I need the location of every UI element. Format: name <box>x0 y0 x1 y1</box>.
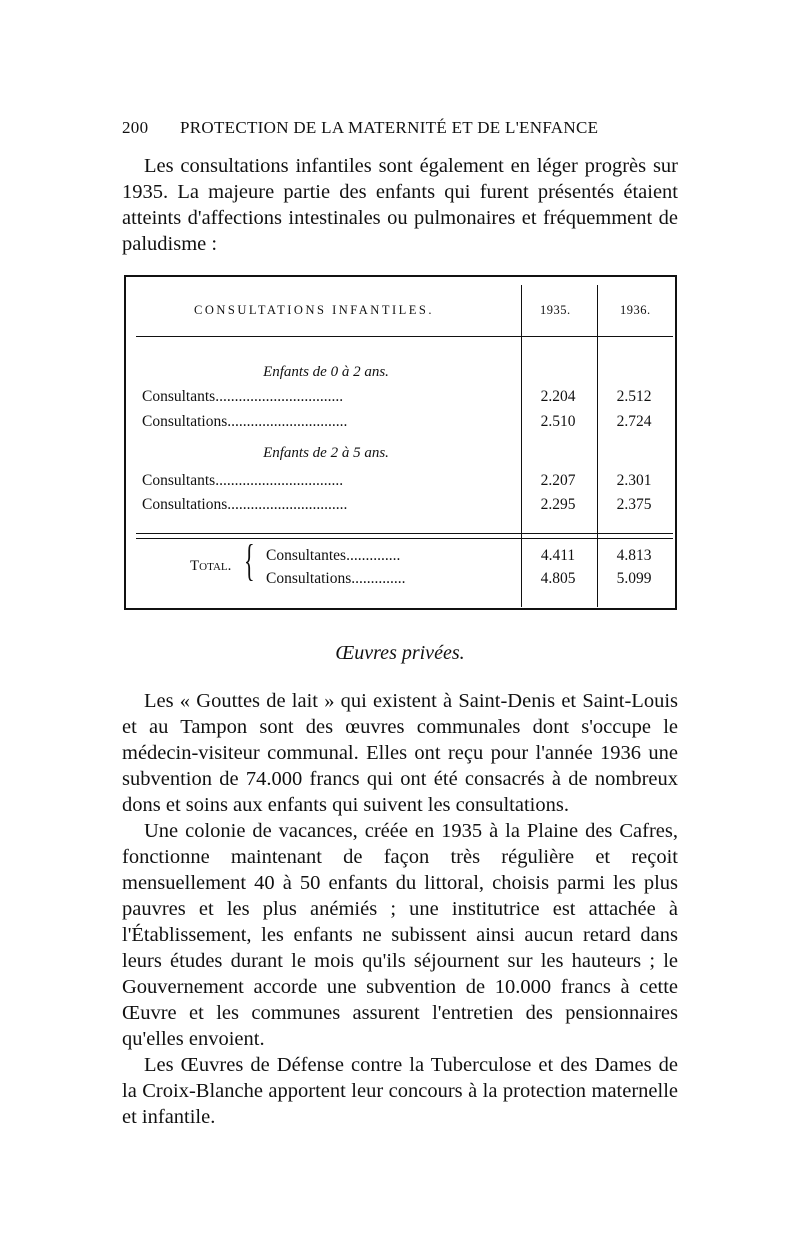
col-1936-header: 1936. <box>620 303 651 317</box>
total-1936: 4.813 <box>616 547 652 564</box>
brace-glyph: { <box>244 536 255 585</box>
total-row-label: Consultations.............. <box>266 570 406 587</box>
total-1936: 5.099 <box>616 570 652 587</box>
row-label: Consultants................................. <box>142 388 344 405</box>
row-label: Consultations............................... <box>142 496 348 513</box>
intro-text: Les consultations infantiles sont également en léger progrès sur 1935. La majeure partie des enfants qui furent présentés étaient atteints d'affections intestinales ou pulmonaires et fréquemment de paludisme : <box>122 155 678 255</box>
total-1935: 4.411 <box>540 547 576 564</box>
body-text <box>122 688 678 1130</box>
row-label: Consultants................................. <box>142 472 344 489</box>
section-title: Œuvres privées. <box>335 642 465 664</box>
total-rule-2 <box>136 538 673 539</box>
total-1935: 4.805 <box>540 570 576 587</box>
group-title: Enfants de 0 à 2 ans. <box>263 364 389 380</box>
value-1936: 2.724 <box>616 413 652 430</box>
total-label: Total. <box>190 558 232 574</box>
table-header: CONSULTATIONS INFANTILES. <box>194 303 434 317</box>
value-1936: 2.512 <box>616 388 652 405</box>
value-1936: 2.301 <box>616 472 652 489</box>
group-title: Enfants de 2 à 5 ans. <box>263 445 389 461</box>
body-paragraph: Les Œuvres de Défense contre la Tuberculose et des Dames de la Croix-Blanche apportent leur concours à la protection maternelle et infantile. <box>122 1054 678 1128</box>
row-label: Consultations............................... <box>142 413 348 430</box>
page-header <box>122 118 682 148</box>
value-1936: 2.375 <box>616 496 652 513</box>
value-1935: 2.295 <box>540 496 576 513</box>
col-1935-header: 1935. <box>540 303 571 317</box>
intro-paragraph <box>122 153 678 257</box>
total-row-label: Consultantes.............. <box>266 547 401 564</box>
body-paragraph: Les « Gouttes de lait » qui existent à Saint-Denis et Saint-Louis et au Tampon sont des œuvres communales dont s'occupe le médecin-visiteur communal. Elles ont reçu pour l'année 1936 une subvention de 74.000 francs qui ont été consacrés à de nombreux dons et soins aux enfants qui suivent les consultations. <box>122 690 678 816</box>
header-rule <box>136 336 673 337</box>
consultations-table <box>124 275 677 610</box>
value-1935: 2.510 <box>540 413 576 430</box>
body-paragraph: Une colonie de vacances, créée en 1935 à la Plaine des Cafres, fonctionne maintenant de façon très régulière et reçoit mensuellement 40 à 50 enfants du littoral, choisis parmi les plus pauvres et les plus anémiés ; une institutrice est attachée à l'Établissement, les enfants ne subissent ainsi aucun retard dans leurs études durant le mois qu'ils séjournent sur les hauteurs ; le Gouvernement accorde une subvention de 10.000 francs à cette Œuvre et les communes assurent l'entretien des pensionnaires qu'elles envoient. <box>122 820 678 1050</box>
value-1935: 2.204 <box>540 388 576 405</box>
page-number: 200 <box>122 118 149 137</box>
value-1935: 2.207 <box>540 472 576 489</box>
total-rule <box>136 533 673 534</box>
running-title: PROTECTION DE LA MATERNITÉ ET DE L'ENFANCE <box>180 118 599 137</box>
